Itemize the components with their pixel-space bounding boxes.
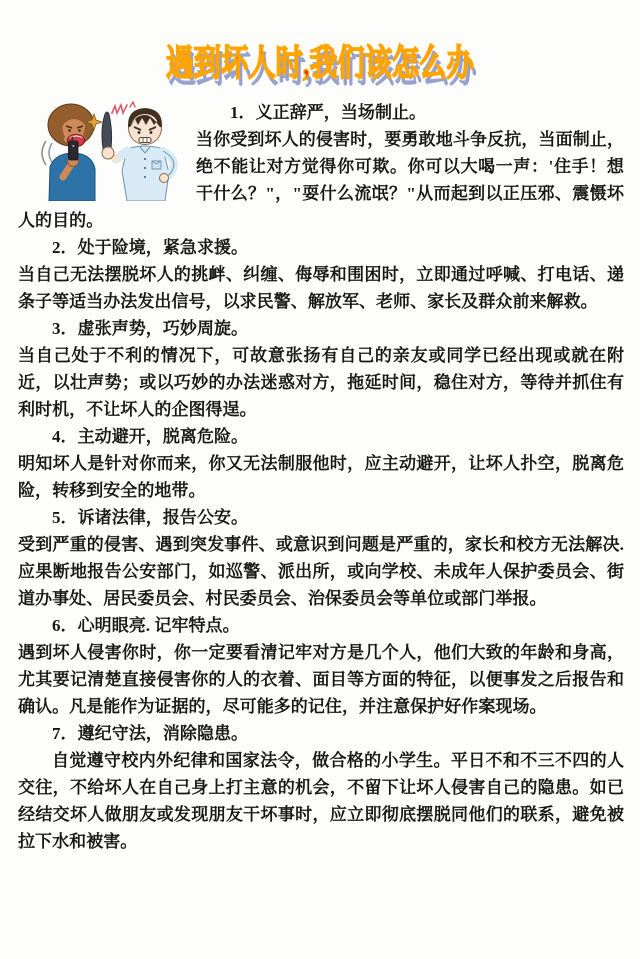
section-heading: 6．心明眼亮. 记牢特点。 <box>52 616 240 636</box>
section-3 <box>18 315 624 423</box>
section-body: 当你受到坏人的侵害时，要勇敢地斗争反抗，当面制止，绝不能让对方觉得你可欺。你可以大喝一声：'住手！想干什么？"，"耍什么流氓？"从而起到以正压邪、震慑坏人的目的。 <box>18 130 624 231</box>
section-heading: 4．主动避开，脱离危险。 <box>52 427 249 447</box>
shouting-woman-figure <box>42 104 95 201</box>
section-body: 当自己处于不利的情况下，可故意张扬有自己的亲友或同学已经出现或就在附近，以壮声势；或以巧妙的办法迷惑对方，拖延时间，稳住对方，等待并抓住有利时机，不让坏人的企图得逞。 <box>18 346 624 420</box>
section-body: 当自己无法摆脱坏人的挑衅、纠缠、侮辱和围困时，立即通过呼喊、打电话、递条子等适当办法发出信号，以求民警、解放军、老师、家长及群众前来解救。 <box>18 265 624 312</box>
section-heading: 5．诉诸法律，报告公安。 <box>52 508 249 528</box>
document-content <box>0 99 640 855</box>
section-1 <box>18 99 624 234</box>
section-7 <box>18 720 624 855</box>
section-6 <box>18 612 624 720</box>
section-heading: 3．虚张声势，巧妙周旋。 <box>52 319 249 339</box>
section-5 <box>18 504 624 612</box>
knife-man-figure <box>86 102 174 201</box>
section-2 <box>18 234 624 315</box>
page-title: 遇到坏人时,我们该怎么办 <box>166 43 474 83</box>
section-4 <box>18 423 624 504</box>
section-heading: 2．处于险境，紧急求援。 <box>52 238 249 258</box>
section-body: 受到严重的侵害、遇到突发事件、或意识到问题是严重的，家长和校方无法解决. 应果断地报告公安部门，如巡警、派出所，或向学校、未成年人保护委员会、街道办事处、居民委员会、村民委员会、治保委员会等单位或部门举报。 <box>18 535 624 609</box>
section-body: 明知坏人是针对你而来，你又无法制服他时，应主动避开，让坏人扑空，脱离危险，转移到安全的地带。 <box>18 454 624 501</box>
section-body: 自觉遵守校内外纪律和国家法令，做合格的小学生。平日不和不三不四的人交往，不给坏人在自己身上打主意的机会，不留下让坏人侵害自己的隐患。如已经结交坏人做朋友或发现朋友干坏事时，应立即彻底摆脱同他们的联系，避免被拉下水和被害。 <box>18 751 624 852</box>
section-heading: 7．遵纪守法，消除隐患。 <box>52 724 249 744</box>
section-body: 遇到坏人侵害你时，你一定要看清记牢对方是几个人，他们大致的年龄和身高，尤其要记清楚直接侵害你的人的衣着、面目等方面的特征，以便事发之后报告和确认。凡是能作为证据的，尽可能多的记住，并注意保护好作案现场。 <box>18 643 624 717</box>
bad-person-warning-illustration <box>32 101 184 201</box>
section-heading: 1．义正辞严，当场制止。 <box>230 103 427 123</box>
